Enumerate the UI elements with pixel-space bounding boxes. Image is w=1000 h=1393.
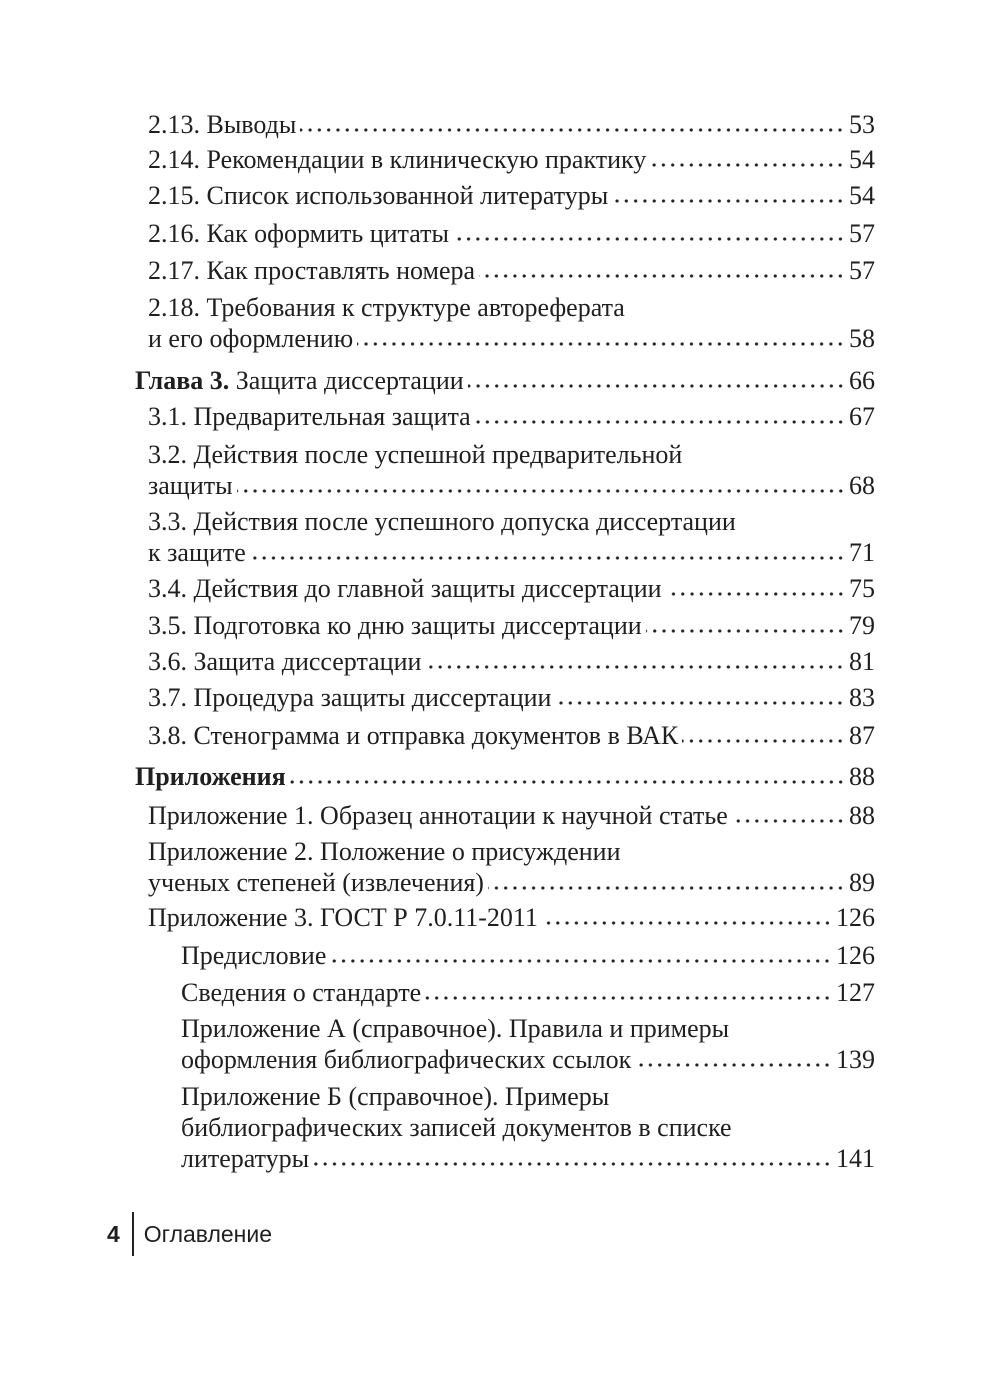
dot-leader [646, 628, 845, 634]
toc-entry[interactable] [148, 720, 875, 751]
toc-entry-line [148, 867, 875, 898]
dot-leader [453, 236, 845, 242]
toc-chapter-label: Глава 3. [135, 366, 230, 395]
toc-entry-line [135, 365, 875, 396]
toc-entry-line [181, 1044, 875, 1075]
toc-entry-line [148, 800, 875, 831]
toc-entry[interactable] [135, 365, 875, 396]
dot-leader [250, 555, 845, 561]
toc-entry-title: 3.5. Подготовка ко дню защиты диссертации [148, 611, 642, 640]
toc-page-number: 141 [836, 1144, 875, 1173]
toc-entry-title: Защита диссертации [229, 366, 464, 395]
page-footer [107, 1212, 272, 1256]
toc-entry-title: 3.4. Действия до главной защиты диссертации [148, 574, 662, 603]
toc-entry[interactable] [148, 292, 875, 354]
toc-entry-line [148, 573, 875, 604]
toc-page-number: 54 [849, 181, 875, 210]
toc-entry-line [135, 761, 875, 792]
toc-entry-line [148, 506, 875, 537]
toc-entry[interactable] [181, 1081, 875, 1174]
toc-entry[interactable] [135, 761, 875, 792]
toc-entry[interactable] [148, 506, 875, 568]
dot-leader [612, 198, 845, 204]
toc-page-number: 75 [849, 574, 875, 603]
toc-entry-line [148, 646, 875, 677]
toc-entry-title: защиты [148, 471, 233, 500]
toc-page-number: 83 [849, 683, 875, 712]
toc-entry[interactable] [148, 902, 875, 933]
dot-leader [475, 419, 845, 425]
dot-leader [666, 591, 845, 597]
toc-entry[interactable] [148, 610, 875, 641]
dot-leader [542, 920, 832, 926]
running-header: Оглавление [143, 1220, 273, 1247]
toc-entry-line [181, 1013, 875, 1044]
toc-entry-title: 2.13. Выводы [148, 110, 297, 139]
toc-entry[interactable] [148, 800, 875, 831]
toc-entry-line [148, 292, 875, 323]
dot-leader [650, 162, 845, 168]
dot-leader [425, 664, 845, 670]
dot-leader [468, 383, 845, 389]
toc-page-number: 127 [836, 978, 875, 1007]
toc-page-number: 57 [849, 219, 875, 248]
toc-entry-title: 2.18. Требования к структуре автореферата [148, 293, 625, 322]
toc-page-number: 57 [849, 256, 875, 285]
toc-page-number: 139 [836, 1045, 875, 1074]
dot-leader [425, 995, 832, 1001]
toc-entry-line [148, 401, 875, 432]
toc-entry-line [148, 144, 875, 175]
toc-entry-title: 2.16. Как оформить цитаты [148, 219, 449, 248]
toc-entry-title: Приложение 1. Образец аннотации к научной статье [148, 801, 728, 830]
toc-entry-title: 2.17. Как проставлять номера [148, 256, 476, 285]
toc-entry-line [148, 682, 875, 713]
toc-page-number: 58 [849, 324, 875, 353]
toc-page-number: 89 [849, 868, 875, 897]
toc-entry-line [148, 218, 875, 249]
toc-entry-line [181, 940, 875, 971]
toc-entry[interactable] [148, 401, 875, 432]
toc-entry-line [148, 323, 875, 354]
toc-entry-line [148, 902, 875, 933]
toc-entry-line [181, 1143, 875, 1174]
toc-entry-line [181, 1112, 875, 1143]
toc-entry-title: литературы [181, 1144, 310, 1173]
toc-entry-title: Приложение А (справочное). Правила и примеры [181, 1014, 730, 1043]
toc-page-number: 87 [849, 721, 875, 750]
dot-leader [313, 1161, 832, 1167]
toc-entry-line [181, 1081, 875, 1112]
dot-leader [635, 1062, 832, 1068]
toc-entry[interactable] [148, 573, 875, 604]
toc-entry-title: библиографических записей документов в списке [181, 1113, 732, 1142]
toc-page-number: 71 [849, 538, 875, 567]
dot-leader [555, 700, 845, 706]
toc-entry-title: Сведения о стандарте [181, 978, 422, 1007]
toc-entry-title: Приложение 2. Положение о присуждении [148, 837, 621, 866]
toc-entry-title: 3.8. Стенограмма и отправка документов в ВАК [148, 721, 679, 750]
toc-entry-line [148, 836, 875, 867]
dot-leader [300, 127, 845, 133]
toc-entry[interactable] [148, 109, 875, 140]
toc-page-number: 68 [849, 471, 875, 500]
toc-page-number: 79 [849, 611, 875, 640]
toc-entry-title: к защите [148, 538, 246, 567]
toc-entry-title: оформления библиографических ссылок [181, 1045, 632, 1074]
toc-entry[interactable] [181, 940, 875, 971]
dot-leader [488, 885, 845, 891]
dot-leader [357, 341, 845, 347]
dot-leader [732, 818, 845, 824]
toc-entry-line [148, 180, 875, 211]
toc-entry[interactable] [148, 439, 875, 501]
toc-entry-line [148, 470, 875, 501]
toc-entry-title: 3.7. Процедура защиты диссертации [148, 683, 552, 712]
toc-entry[interactable] [148, 180, 875, 211]
toc-page-number: 88 [849, 801, 875, 830]
toc-entry-line [181, 977, 875, 1008]
toc-entry[interactable] [148, 836, 875, 898]
toc-entry[interactable] [148, 218, 875, 249]
page-number: 4 [107, 1220, 120, 1247]
toc-entry-title: Приложение Б (справочное). Примеры [181, 1082, 610, 1111]
toc-entry-title: 3.2. Действия после успешной предварительной [148, 440, 683, 469]
dot-leader [237, 488, 845, 494]
toc-page-number: 81 [849, 647, 875, 676]
toc-entry-line [148, 610, 875, 641]
toc-entry[interactable] [181, 1013, 875, 1075]
toc-page-number: 88 [849, 762, 875, 791]
toc-entry-title: ученых степеней (извлечения) [148, 868, 484, 897]
toc-entry-title: Приложение 3. ГОСТ Р 7.0.11-2011 [148, 903, 538, 932]
toc-entry-line [148, 439, 875, 470]
toc-page-number: 53 [849, 110, 875, 139]
toc-entry-title: 3.3. Действия после успешного допуска диссертации [148, 507, 736, 536]
toc-chapter-label: Приложения [135, 762, 286, 791]
footer-divider [132, 1212, 134, 1256]
dot-leader [330, 958, 832, 964]
toc-entry-title: и его оформлению [148, 324, 354, 353]
toc-entry-title: 3.1. Предварительная защита [148, 402, 471, 431]
toc-entry[interactable] [148, 255, 875, 286]
toc-page-number: 67 [849, 402, 875, 431]
toc-entry-line [148, 537, 875, 568]
toc-entry-title: Предисловие [181, 941, 327, 970]
toc-page-number: 126 [836, 903, 875, 932]
toc-entry-line [148, 109, 875, 140]
toc-entry-line [148, 720, 875, 751]
toc-page-number: 126 [836, 941, 875, 970]
dot-leader [290, 779, 845, 785]
toc-entry-title: 2.15. Список использованной литературы [148, 181, 609, 210]
toc-entry[interactable] [148, 144, 875, 175]
toc-page-number: 66 [849, 366, 875, 395]
toc-entry-title: 3.6. Защита диссертации [148, 647, 422, 676]
dot-leader [479, 273, 845, 279]
toc-entry-line [148, 255, 875, 286]
toc-entry[interactable] [148, 646, 875, 677]
dot-leader [682, 738, 845, 744]
toc-page-number: 54 [849, 145, 875, 174]
toc-entry[interactable] [181, 977, 875, 1008]
toc-entry-title: 2.14. Рекомендации в клиническую практику [148, 145, 647, 174]
toc-entry[interactable] [148, 682, 875, 713]
